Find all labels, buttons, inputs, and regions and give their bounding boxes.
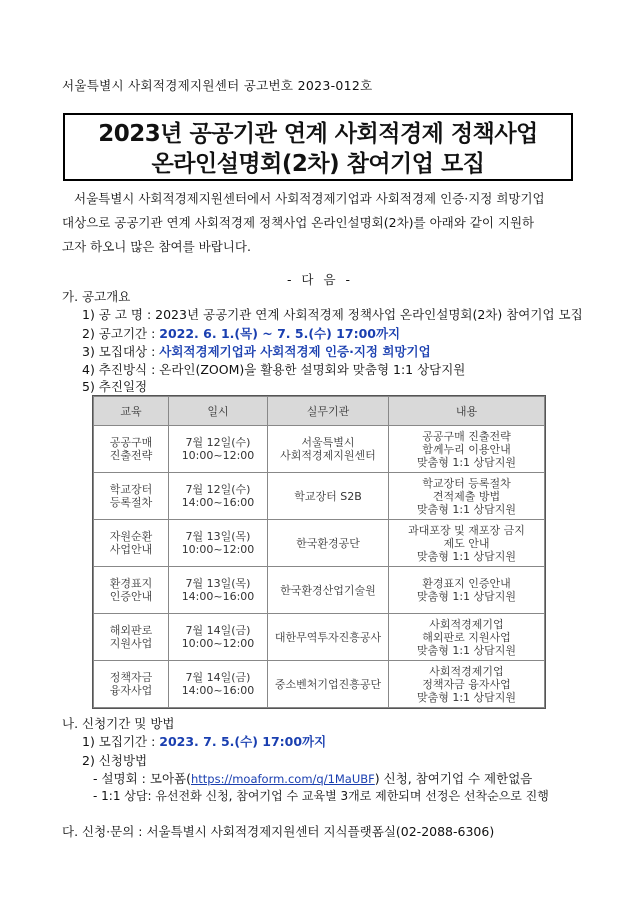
notice-reference: 서울특별시 사회적경제지원센터 공고번호 2023-012호	[62, 78, 373, 93]
overview-item-5	[82, 377, 147, 395]
section-na-heading: 나. 신청기간 및 방법	[62, 716, 175, 731]
cell-content-line: 맞춤형 1:1 상담지원	[416, 455, 517, 469]
cell-date	[169, 426, 268, 473]
cell-date-line: 14:00~16:00	[181, 496, 255, 509]
cell-date	[169, 520, 268, 567]
method-seminar-suffix: ) 신청, 참여기업 수 제한없음	[374, 771, 533, 786]
table-row	[94, 426, 545, 473]
cell-edu-line: 사업안내	[109, 543, 153, 556]
da-eum-divider: - 다 음 -	[286, 272, 354, 287]
cell-date-line: 10:00~12:00	[181, 637, 255, 650]
item-label: 2) 공고기간 :	[82, 326, 160, 341]
item-label: 3) 모집대상 :	[82, 344, 160, 359]
cell-content-line: 맞춤형 1:1 상담지원	[416, 549, 517, 563]
item-label: 5) 추진일정	[82, 379, 148, 394]
cell-edu-line: 등록절차	[109, 496, 153, 509]
cell-content-line: 맞춤형 1:1 상담지원	[416, 502, 517, 516]
cell-date-line: 10:00~12:00	[181, 543, 255, 556]
table-row	[94, 473, 545, 520]
cell-content-line: 제도 안내	[443, 536, 490, 550]
cell-org	[268, 473, 389, 520]
cell-content	[389, 614, 545, 661]
cell-date-line: 14:00~16:00	[181, 684, 255, 697]
cell-content-line: 함께누리 이용안내	[422, 442, 511, 456]
item-label: 4) 추진방식 :	[82, 362, 160, 377]
intro-line-1: 서울특별시 사회적경제지원센터에서 사회적경제기업과 사회적경제 인증·지정 희망기업	[74, 191, 545, 206]
cell-edu	[94, 520, 169, 567]
cell-date-line: 7월 14일(금)	[185, 624, 251, 637]
cell-content-line: 맞춤형 1:1 상담지원	[416, 590, 517, 603]
period-label: 1) 모집기간 :	[82, 734, 160, 749]
title-line-2: 온라인설명회(2차) 참여기업 모집	[151, 151, 485, 177]
item-value: 2023년 공공기관 연계 사회적경제 정책사업 온라인설명회(2차) 참여기업 모집	[155, 307, 583, 322]
cell-content-line: 사회적경제기업	[429, 617, 504, 631]
cell-org	[268, 661, 389, 708]
cell-edu-line: 인증안내	[109, 590, 153, 603]
method-consult: - 1:1 상담: 유선전화 신청, 참여기업 수 교육별 3개로 제한되며 선정은 선착순으로 진행	[93, 789, 549, 803]
cell-edu-line: 학교장터	[109, 483, 153, 496]
cell-content-line: 해외판로 지원사업	[422, 630, 511, 644]
col-header-content: 내용	[389, 397, 545, 426]
cell-content	[389, 473, 545, 520]
overview-item-1	[82, 305, 583, 323]
cell-edu-line: 환경표지	[109, 577, 153, 590]
cell-content-line: 맞춤형 1:1 상담지원	[416, 643, 517, 657]
cell-content-line: 과대포장 및 재포장 금지	[408, 523, 525, 537]
moaform-link[interactable]: https://moaform.com/q/1MaUBF	[190, 772, 375, 786]
cell-date	[169, 661, 268, 708]
cell-org-line: 학교장터 S2B	[294, 489, 362, 503]
cell-content-line: 정책자금 융자사업	[422, 677, 511, 691]
col-header-org: 실무기관	[268, 397, 389, 426]
overview-item-4	[82, 360, 465, 378]
table-row	[94, 520, 545, 567]
cell-date-line: 7월 14일(금)	[185, 671, 251, 684]
col-header-date: 일시	[169, 397, 268, 426]
method-heading: 2) 신청방법	[82, 753, 148, 768]
cell-content-line: 맞춤형 1:1 상담지원	[416, 690, 517, 704]
cell-org-line: 대한무역투자진흥공사	[274, 630, 382, 644]
intro-line-2: 대상으로 공공기관 연계 사회적경제 정책사업 온라인설명회(2차)를 아래와 같이 지원하	[62, 215, 535, 230]
col-header-edu: 교육	[94, 397, 169, 426]
period-value: 2023. 7. 5.(수) 17:00까지	[159, 734, 327, 749]
item-value: 온라인(ZOOM)을 활용한 설명회와 맞춤형 1:1 상담지원	[159, 362, 466, 377]
cell-content-line: 공공구매 진출전략	[422, 429, 511, 443]
method-seminar-prefix: - 설명회 : 모아폼(	[93, 771, 191, 786]
apply-period	[82, 732, 326, 750]
cell-edu-line: 융자사업	[109, 684, 153, 697]
cell-date	[169, 567, 268, 614]
cell-date-line: 7월 12일(수)	[185, 436, 251, 449]
cell-edu-line: 진출전략	[109, 449, 153, 462]
cell-org-line: 서울특별시	[301, 436, 355, 449]
overview-item-3	[82, 342, 431, 360]
title-box	[63, 113, 573, 181]
cell-date	[169, 614, 268, 661]
table-row	[94, 614, 545, 661]
cell-org	[268, 614, 389, 661]
item-label: 1) 공 고 명 :	[82, 307, 156, 322]
cell-content-line: 환경표지 인증안내	[422, 577, 511, 590]
table-row	[94, 661, 545, 708]
cell-date-line: 14:00~16:00	[181, 590, 255, 603]
cell-edu-line: 정책자금	[109, 671, 153, 684]
table-row	[94, 567, 545, 614]
cell-edu	[94, 426, 169, 473]
section-da-contact: 다. 신청·문의 : 서울특별시 사회적경제지원센터 지식플랫폼실(02-2088-6306)	[62, 824, 495, 839]
cell-edu-line: 자원순환	[109, 530, 153, 543]
item-value: 사회적경제기업과 사회적경제 인증·지정 희망기업	[159, 344, 431, 359]
cell-date-line: 7월 13일(목)	[185, 577, 251, 590]
cell-date-line: 10:00~12:00	[181, 449, 255, 462]
cell-content	[389, 426, 545, 473]
cell-edu	[94, 661, 169, 708]
cell-content-line: 견적제출 방법	[432, 489, 501, 503]
cell-date	[169, 473, 268, 520]
cell-edu	[94, 614, 169, 661]
cell-edu-line: 공공구매	[109, 436, 153, 449]
cell-edu-line: 지원사업	[109, 637, 153, 650]
cell-org-line: 한국환경산업기술원	[280, 583, 376, 597]
title-line-1: 2023년 공공기관 연계 사회적경제 정책사업	[98, 121, 538, 147]
cell-edu	[94, 473, 169, 520]
cell-content-line: 학교장터 등록절차	[422, 476, 511, 490]
cell-content-line: 사회적경제기업	[429, 664, 504, 678]
cell-content	[389, 567, 545, 614]
cell-edu	[94, 567, 169, 614]
cell-org	[268, 520, 389, 567]
cell-org-line: 한국환경공단	[296, 536, 360, 550]
section-ga-heading: 가. 공고개요	[62, 289, 131, 304]
table-header-row	[94, 397, 545, 426]
overview-item-2	[82, 324, 400, 342]
table-body	[94, 426, 545, 708]
cell-date-line: 7월 13일(목)	[185, 530, 251, 543]
intro-paragraph	[62, 187, 582, 259]
cell-org	[268, 567, 389, 614]
method-seminar	[93, 769, 532, 787]
cell-content	[389, 661, 545, 708]
cell-org-line: 중소벤처기업진흥공단	[274, 677, 382, 691]
item-value: 2022. 6. 1.(목) ~ 7. 5.(수) 17:00까지	[159, 326, 401, 341]
cell-content	[389, 520, 545, 567]
cell-org-line: 사회적경제지원센터	[280, 449, 376, 462]
cell-org	[268, 426, 389, 473]
schedule-table	[93, 396, 545, 708]
cell-edu-line: 해외판로	[109, 624, 153, 637]
intro-line-3: 고자 하오니 많은 참여를 바랍니다.	[62, 239, 251, 254]
cell-date-line: 7월 12일(수)	[185, 483, 251, 496]
